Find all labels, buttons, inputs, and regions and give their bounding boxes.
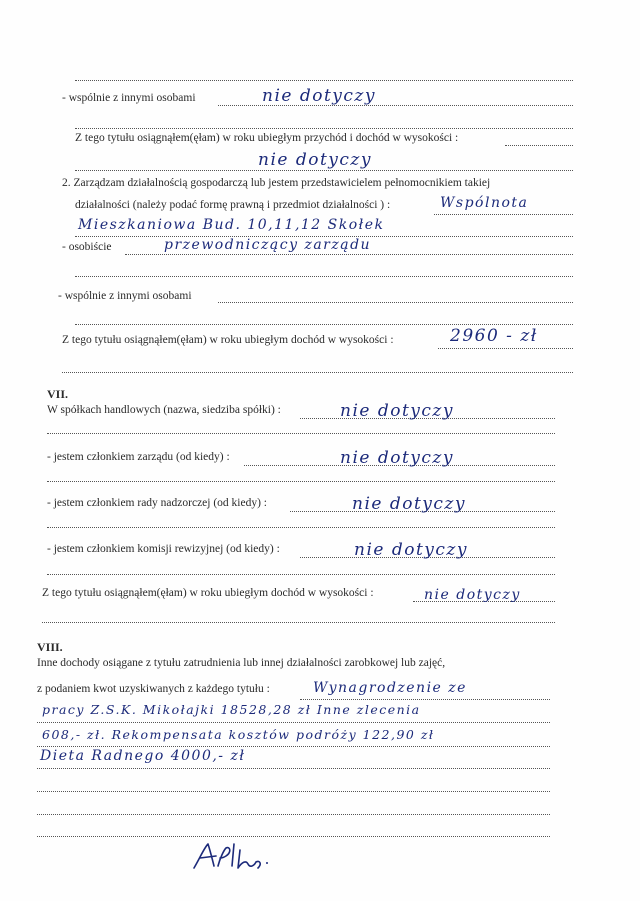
section8-value-d: Dieta Radnego 4000,- zł [40,748,246,764]
dotted-line [47,574,555,575]
item2-line2: działalności (należy podać formę prawną i przedmiot działalności ) : [75,199,391,211]
section7-board-value: nie dotyczy [340,448,454,468]
section7-board-label: - jestem członkiem zarządu (od kiedy) : [47,451,230,463]
section7-audit-value: nie dotyczy [354,540,468,560]
section7-income-label: Z tego tytułu osiągnąłem(ęłam) w roku ubiegłym dochód w wysokości : [42,587,374,599]
dotted-line [37,768,550,769]
dotted-line [37,722,550,723]
dotted-line [42,622,555,623]
upper-jointly-label: - wspólnie z innymi osobami [62,92,196,104]
dotted-line [47,481,555,482]
upper-income-value: nie dotyczy [258,150,372,170]
section7-companies-label: W spółkach handlowych (nazwa, siedziba spółki) : [47,404,281,416]
dotted-line [75,128,573,129]
signature [190,838,270,874]
section8-heading: VIII. [37,640,63,654]
section7-audit-label: - jestem członkiem komisji rewizyjnej (od kiedy) : [47,543,280,555]
dotted-line [37,836,550,837]
dotted-line [47,527,555,528]
section8-value-c: 608,- zł. Rekompensata kosztów podróży 122,90 zł [42,727,435,742]
item2-line1: 2. Zarządzam działalnością gospodarczą lub jestem przedstawicielem pełnomocnikiem takiej [62,177,491,189]
dotted-line [47,433,555,434]
item2-income-value: 2960 - zł [450,326,538,346]
dotted-line [218,302,573,303]
dotted-line [37,791,550,792]
dotted-line [505,145,573,146]
section8-line1: Inne dochody osiągane z tytułu zatrudnienia lub innej działalności zarobkowej lub zajęć, [37,657,446,669]
dotted-line [62,372,573,373]
dotted-line [300,699,550,700]
item2-value-a: Wspólnota [440,195,529,211]
section7-supervisory-value: nie dotyczy [352,494,466,514]
item2-income-label: Z tego tytułu osiągnąłem(ęłam) w roku ubiegłym dochód w wysokości : [62,334,394,346]
upper-jointly-value: nie dotyczy [262,86,376,106]
item2-personally-label: - osobiście [62,241,112,253]
dotted-line [75,324,573,325]
item2-personally-value: przewodniczący zarządu [164,237,372,253]
section7-heading: VII. [47,387,69,401]
section7-income-value: nie dotyczy [424,587,521,603]
dotted-line [434,214,573,215]
dotted-line [75,276,573,277]
section8-line2: z podaniem kwot uzyskiwanych z każdego tytułu : [37,683,270,695]
dotted-line [37,746,550,747]
item2-value-b: Mieszkaniowa Bud. 10,11,12 Skołek [78,217,385,233]
dotted-line [75,80,573,81]
dotted-line [125,254,573,255]
dotted-line [75,170,573,171]
dotted-line [37,814,550,815]
upper-income-label: Z tego tytułu osiągnąłem(ęłam) w roku ubiegłym przychód i dochód w wysokości : [75,132,459,144]
dotted-line [438,348,573,349]
item2-jointly-label: - wspólnie z innymi osobami [58,290,192,302]
section7-supervisory-label: - jestem członkiem rady nadzorczej (od kiedy) : [47,497,268,509]
section7-companies-value: nie dotyczy [340,401,454,421]
section8-value-a: Wynagrodzenie ze [313,680,467,696]
section8-value-b: pracy Z.S.K. Mikołajki 18528,28 zł Inne zlecenia [42,702,421,717]
